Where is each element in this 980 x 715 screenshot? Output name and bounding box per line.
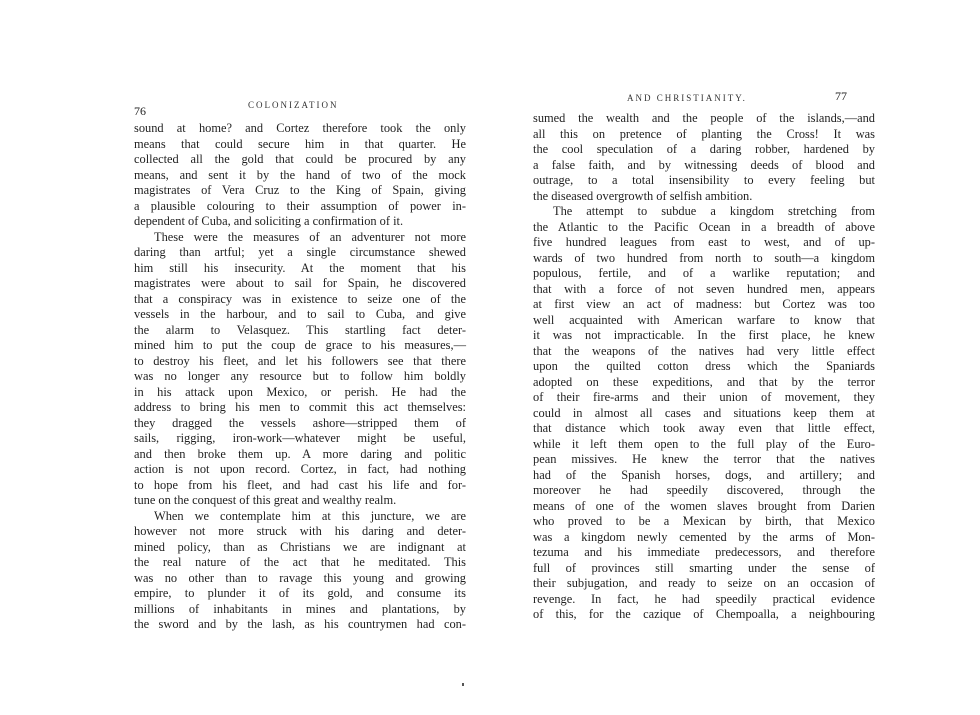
text-line: These were the measures of an adventurer not more: [154, 229, 466, 244]
text-line: they dragged the vessels ashore—stripped them of: [134, 415, 466, 430]
text-line: mined him to put the coup de grace to his measures,—: [134, 338, 466, 352]
text-line: millions of inhabitants in mines and plantations, by: [134, 601, 466, 616]
text-line: the sword and by the lash, as his countrymen had con-: [134, 617, 466, 631]
text-line: tune on the conquest of this great and wealthy realm.: [134, 493, 397, 507]
print-speck: [462, 683, 464, 686]
text-line: means that could secure him in that quarter. He: [134, 136, 466, 151]
text-line: the Atlantic to the Pacific Ocean in a breadth of above: [533, 219, 875, 234]
text-line: that distance which took away even that little effect,: [533, 421, 875, 435]
text-line: to hope from his fleet, and had cast his life and for-: [134, 477, 466, 492]
text-line: a plausible colouring to their assumption of power in-: [134, 198, 466, 213]
text-line: upon the quilted cotton dress which the Spaniards: [533, 359, 875, 373]
text-line: the real nature of the act that he meditated. This: [134, 555, 466, 569]
text-line: moreover he had speedily discovered, through the: [533, 483, 875, 497]
text-line: of their fire-arms and their union of movement, they: [533, 390, 875, 404]
text-line: him still his insecurity. At the moment that his: [134, 260, 466, 275]
text-line: their subjugation, and ready to seize on an occasion of: [533, 576, 875, 590]
text-line: sails, rigging, iron-work—whatever might be useful,: [134, 431, 466, 445]
text-line: to destroy his fleet, and let his followers see that there: [134, 353, 466, 368]
text-line: and then broke them up. A more daring and politic: [134, 446, 466, 461]
text-line: could in almost all cases and situations keep them at: [533, 405, 875, 420]
text-line: dependent of Cuba, and soliciting a confirmation of it.: [134, 214, 404, 228]
text-line: was no other than to ravage this young and growing: [134, 570, 466, 585]
left-page-number: 76: [134, 104, 146, 118]
text-line: sound at home? and Cortez therefore took the only: [134, 121, 466, 135]
text-line: the alarm to Velasquez. This startling fact deter-: [134, 322, 466, 337]
right-body-text: [533, 111, 875, 623]
text-line: full of provinces still smarting under the sense of: [533, 560, 875, 575]
text-line: means of one of the women slaves brought from Darien: [533, 498, 875, 513]
text-line: daring than artful; yet a single circumstance shewed: [134, 245, 466, 259]
left-running-head: COLONIZATION: [248, 100, 339, 110]
text-line: however not more struck with his daring and deter-: [134, 524, 466, 538]
text-line: vessels in the harbour, and to sail to Cuba, and give: [134, 307, 466, 321]
text-line: magistrates of Vera Cruz to the King of Spain, giving: [134, 183, 466, 197]
text-line: had of the Spanish horses, dogs, and artillery; and: [533, 467, 875, 482]
text-line: it was not impracticable. In the first place, he knew: [533, 328, 875, 342]
text-line: was a kingdom newly cemented by the arms of Mon-: [533, 529, 875, 544]
text-line: all this on pretence of planting the Cross! It was: [533, 126, 875, 141]
text-line: that with a force of not seven hundred men, appears: [533, 281, 875, 296]
text-line: pean missives. He knew the terror that the natives: [533, 452, 875, 466]
text-line: revenge. In fact, he had speedily practical evidence: [533, 591, 875, 606]
text-line: collected all the gold that could be procured by any: [134, 152, 466, 166]
text-line: magistrates were about to sail for Spain, he discovered: [134, 276, 466, 290]
right-page-number: 77: [835, 89, 847, 103]
text-line: at first view an act of madness: but Cortez was too: [533, 297, 875, 311]
text-line: that a conspiracy was in existence to seize one of the: [134, 291, 466, 306]
left-body-text: [134, 121, 466, 633]
text-line: address to bring his men to commit this act themselves:: [134, 400, 466, 414]
text-line: while it left them open to the full play of the Euro-: [533, 436, 875, 451]
text-line: a false faith, and by witnessing deeds of blood and: [533, 157, 875, 172]
text-line: tezuma and his immediate predecessors, and therefore: [533, 545, 875, 559]
text-line: empire, to plunder it of its gold, and consume its: [134, 586, 466, 600]
right-running-head: AND CHRISTIANITY.: [627, 93, 747, 103]
text-line: adopted on these expeditions, and that by the terror: [533, 374, 875, 389]
text-line: five hundred leagues from east to west, and of up-: [533, 235, 875, 249]
text-line: action is not upon record. Cortez, in fact, had nothing: [134, 462, 466, 476]
text-line: well acquainted with American warfare to know that: [533, 312, 875, 327]
text-line: of this, for the cazique of Chempoalla, a neighbouring: [533, 607, 875, 621]
text-line: the diseased overgrowth of selfish ambition.: [533, 188, 753, 203]
text-line: The attempt to subdue a kingdom stretching from: [553, 204, 875, 218]
text-line: in his attack upon Mexico, or perish. He had the: [134, 384, 466, 399]
text-line: the cool speculation of a daring robber, hardened by: [533, 142, 875, 156]
text-line: outrage, to a total insensibility to every feeling but: [533, 173, 875, 187]
text-line: sumed the wealth and the people of the islands,—and: [533, 111, 875, 125]
text-line: was no longer any resource but to follow him boldly: [134, 369, 466, 383]
text-line: wards of two hundred from north to south—a kingdom: [533, 250, 875, 265]
text-line: means, and sent it by the hand of two of the mock: [134, 167, 466, 182]
text-line: that the weapons of the natives had very little effect: [533, 343, 875, 358]
text-line: mined policy, than as Christians we are indignant at: [134, 539, 466, 554]
text-line: populous, fertile, and of a warlike reputation; and: [533, 266, 875, 280]
text-line: When we contemplate him at this juncture, we are: [154, 508, 466, 523]
text-line: who proved to be a Mexican by birth, that Mexico: [533, 514, 875, 528]
